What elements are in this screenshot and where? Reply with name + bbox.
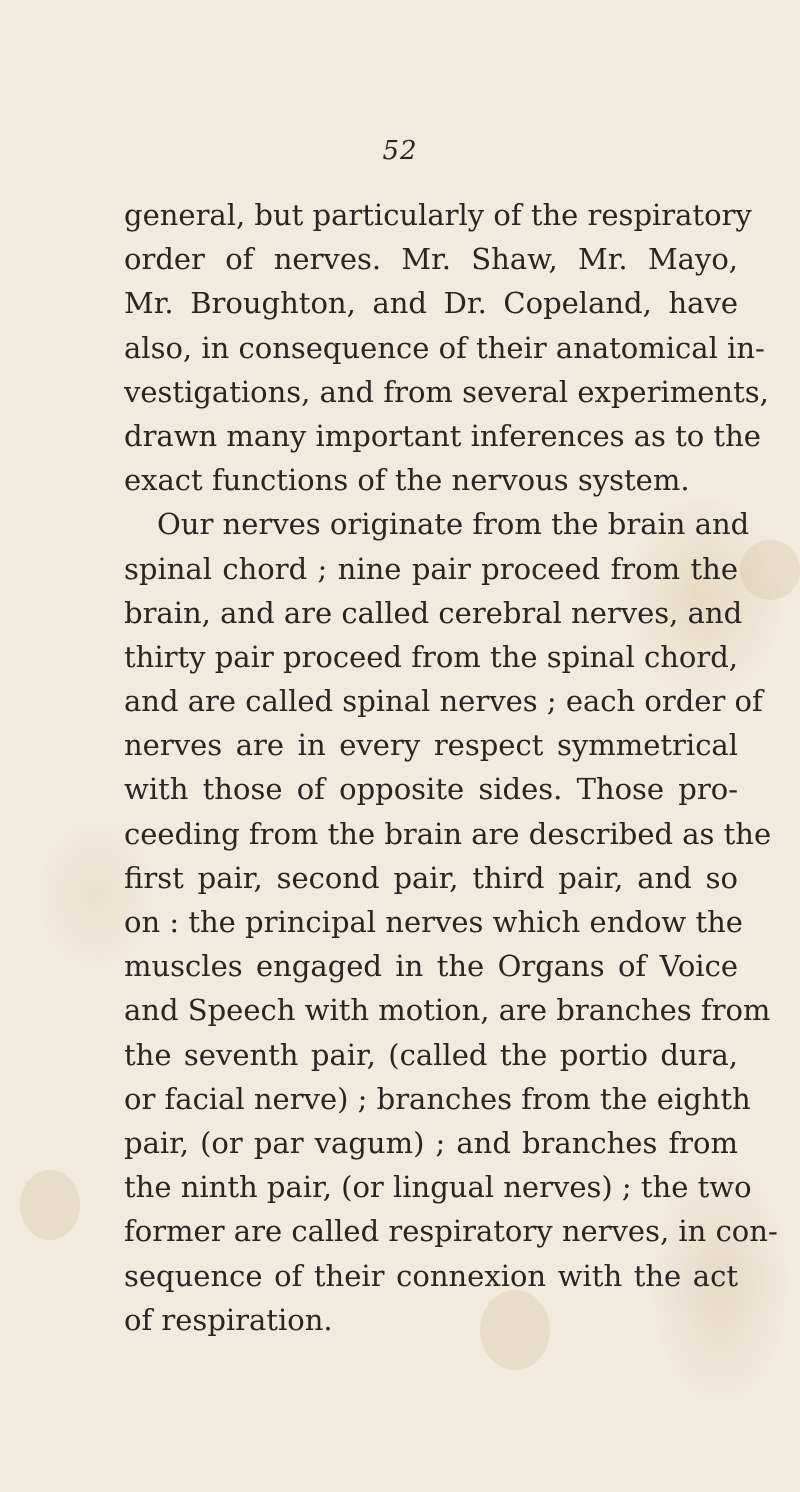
- foxing-spot: [740, 540, 800, 600]
- text-line: muscles engaged in the Organs of Voice: [124, 949, 738, 984]
- text-line: also, in consequence of their anatomical in-: [124, 330, 765, 365]
- text-line: pair, (or par vagum) ; and branches from: [124, 1125, 738, 1160]
- text-line: first pair, second pair, third pair, and so: [124, 860, 738, 895]
- text-line: of respiration.: [124, 1302, 333, 1337]
- text-line: sequence of their connexion with the act: [124, 1258, 738, 1293]
- text-line: ceeding from the brain are described as the: [124, 816, 772, 851]
- text-line: exact functions of the nervous system.: [124, 463, 690, 498]
- text-line: with those of opposite sides. Those pro-: [124, 772, 738, 807]
- page-number: 52: [382, 136, 418, 166]
- body-text: [124, 193, 778, 1342]
- text-line: and Speech with motion, are branches from: [124, 993, 771, 1028]
- text-line: the ninth pair, (or lingual nerves) ; the two: [124, 1170, 752, 1205]
- text-line: or facial nerve) ; branches from the eighth: [124, 1081, 751, 1116]
- text-line: order of nerves. Mr. Shaw, Mr. Mayo,: [124, 242, 738, 277]
- text-line: and are called spinal nerves ; each order of: [124, 684, 763, 719]
- foxing-spot: [20, 1170, 80, 1240]
- text-line: vestigations, and from several experiments,: [124, 374, 769, 409]
- text-line: on : the principal nerves which endow the: [124, 905, 743, 939]
- text-line: spinal chord ; nine pair proceed from the: [124, 551, 738, 586]
- text-line: former are called respiratory nerves, in con-: [124, 1214, 778, 1249]
- text-line: Mr. Broughton, and Dr. Copeland, have: [124, 286, 738, 321]
- text-line: the seventh pair, (called the portio dura,: [124, 1037, 738, 1072]
- text-line: drawn many important inferences as to the: [124, 418, 761, 453]
- text-line: thirty pair proceed from the spinal chord,: [124, 639, 738, 674]
- text-line: Our nerves originate from the brain and: [157, 507, 750, 542]
- text-line: brain, and are called cerebral nerves, and: [124, 595, 743, 630]
- text-line: general, but particularly of the respiratory: [124, 198, 752, 232]
- text-line: nerves are in every respect symmetrical: [124, 728, 738, 763]
